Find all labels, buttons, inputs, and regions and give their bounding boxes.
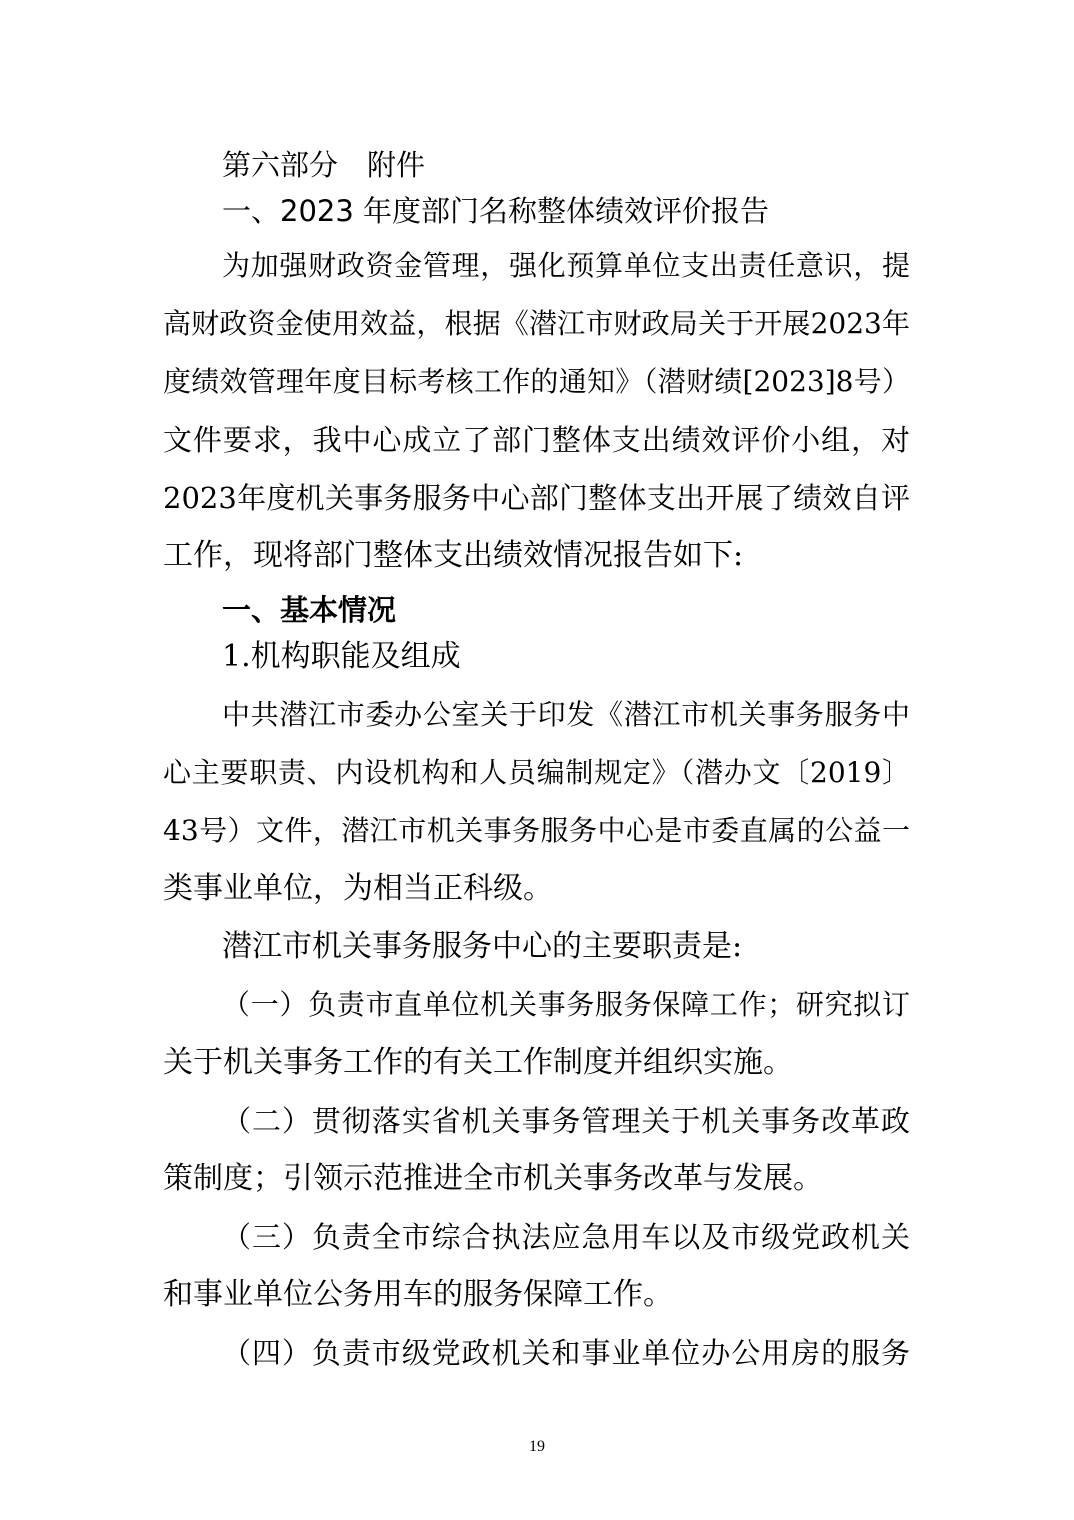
part-heading: 第六部分 附件 xyxy=(222,148,426,182)
intro-line-4: 文件要求，我中心成立了部门整体支出绩效评价小组，对 xyxy=(163,423,910,457)
duty-2-line-2: 策制度；引领示范推进全市机关事务改革与发展。 xyxy=(163,1161,823,1196)
intro-line-5: 2023年度机关事务服务中心部门整体支出开展了绩效自评 xyxy=(163,481,910,515)
intro-line-1: 为加强财政资金管理，强化预算单位支出责任意识，提 xyxy=(222,249,910,282)
para1-line-1: 中共潜江市委办公室关于印发《潜江市机关事务服务中 xyxy=(222,698,910,731)
report-title: 一、2023 年度部门名称整体绩效评价报告 xyxy=(222,194,770,228)
duty-2-line-1: （二）贯彻落实省机关事务管理关于机关事务改革政 xyxy=(222,1104,910,1138)
intro-line-2: 高财政资金使用效益，根据《潜江市财政局关于开展2023年 xyxy=(163,307,910,340)
intro-line-3: 度绩效管理年度目标考核工作的通知》（潜财绩[2023]8号） xyxy=(163,365,910,398)
section-subtitle: 1.机构职能及组成 xyxy=(222,639,461,674)
duty-1-line-2: 关于机关事务工作的有关工作制度并组织实施。 xyxy=(163,1045,793,1080)
para1-line-3: 43号）文件，潜江市机关事务服务中心是市委直属的公益一 xyxy=(163,814,910,847)
section-title: 一、基本情况 xyxy=(222,593,397,627)
duty-1-line-1: （一）负责市直单位机关事务服务保障工作；研究拟订 xyxy=(222,988,910,1021)
para2: 潜江市机关事务服务中心的主要职责是: xyxy=(222,929,743,964)
para1-line-2: 心主要职责、内设机构和人员编制规定》（潜办文〔2019〕 xyxy=(163,756,910,789)
para1-line-4: 类事业单位，为相当正科级。 xyxy=(163,871,553,906)
duty-3-line-2: 和事业单位公务用车的服务保障工作。 xyxy=(163,1277,673,1312)
duty-3-line-1: （三）负责全市综合执法应急用车以及市级党政机关 xyxy=(222,1220,910,1254)
intro-line-6: 工作，现将部门整体支出绩效情况报告如下: xyxy=(163,538,744,573)
duty-4-line-1: （四）负责市级党政机关和事业单位办公用房的服务 xyxy=(222,1336,910,1370)
page-number: 19 xyxy=(529,1438,545,1455)
